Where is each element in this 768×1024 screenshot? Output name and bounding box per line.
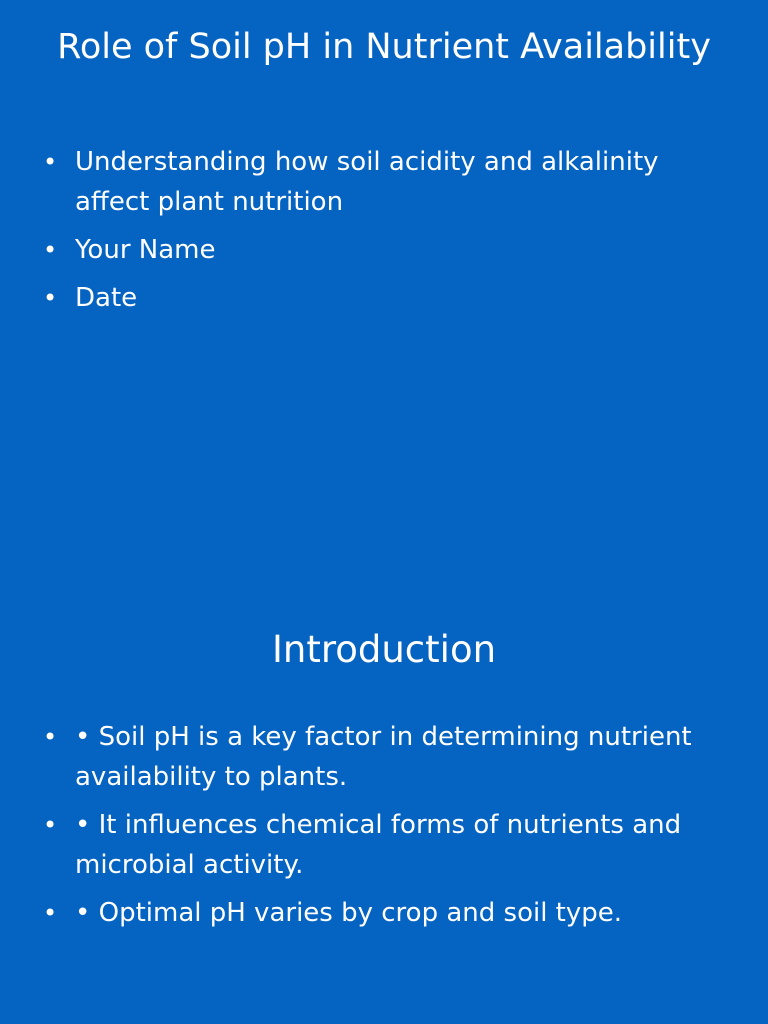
bullet-dot-icon: • — [43, 284, 58, 312]
introduction-slide — [0, 512, 768, 1024]
bullet-dot-icon: • — [43, 811, 58, 839]
bullet-item — [40, 142, 730, 222]
bullet-item — [40, 893, 730, 933]
bullet-dot-icon: • — [43, 899, 58, 927]
bullet-item — [40, 805, 730, 885]
bullet-dot-icon: • — [43, 236, 58, 264]
slide-title: Role of Soil pH in Nutrient Availability — [57, 27, 711, 67]
bullet-dot-icon: • — [43, 148, 58, 176]
bullet-text: • Optimal pH varies by crop and soil type. — [75, 898, 623, 928]
bullet-text: Date — [75, 283, 138, 313]
bullet-text: • It influences chemical forms of nutrients and microbial activity. — [75, 810, 682, 880]
bullet-list — [40, 717, 730, 941]
bullet-text: Your Name — [75, 235, 216, 265]
bullet-item — [40, 230, 730, 270]
bullet-item — [40, 717, 730, 797]
bullet-item — [40, 278, 730, 318]
bullet-text: • Soil pH is a key factor in determining nutrient availability to plants. — [75, 722, 692, 792]
bullet-list — [40, 142, 730, 326]
bullet-dot-icon: • — [43, 723, 58, 751]
slide-title: Introduction — [271, 628, 497, 671]
bullet-text: Understanding how soil acidity and alkalinity affect plant nutrition — [75, 147, 659, 217]
